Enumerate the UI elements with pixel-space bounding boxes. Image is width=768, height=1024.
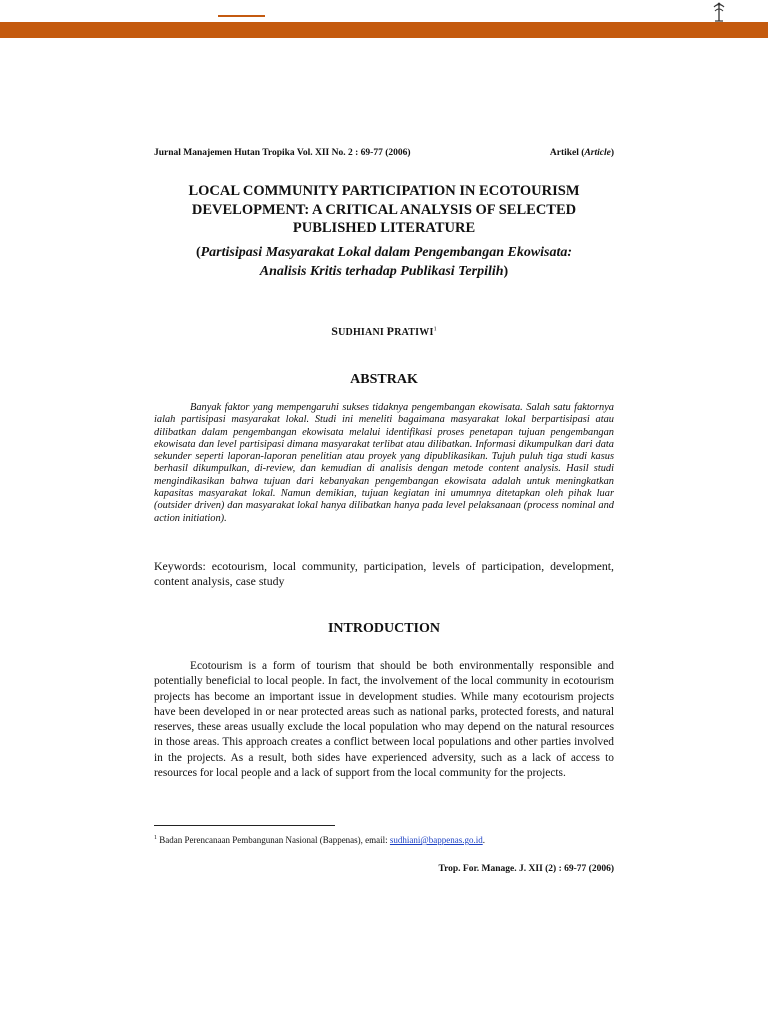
article-label-end: ) bbox=[610, 148, 614, 158]
subtitle-close-paren: ) bbox=[503, 263, 509, 279]
keywords: Keywords: ecotourism, local community, participation, levels of participation, development, content analysis, case study bbox=[154, 559, 614, 588]
author-initial: S bbox=[331, 324, 339, 338]
title-line: PUBLISHED LITERATURE bbox=[292, 220, 476, 236]
author-name bbox=[154, 324, 614, 339]
author-initial: P bbox=[386, 324, 395, 338]
author-first-rest: UDHIANI bbox=[338, 327, 384, 338]
header-band bbox=[0, 22, 768, 38]
footnote bbox=[154, 835, 614, 845]
author-last-rest: RATIWI bbox=[394, 327, 434, 338]
email-link[interactable]: sudhiani@bappenas.go.id bbox=[389, 835, 483, 845]
article-label-italic: Article bbox=[584, 148, 611, 158]
article-label: Artikel ( bbox=[549, 148, 585, 158]
title-line: DEVELOPMENT: A CRITICAL ANALYSIS OF SELECTED bbox=[191, 201, 577, 218]
tree-logo-icon bbox=[708, 1, 730, 23]
toolbar-underline bbox=[218, 15, 265, 17]
journal-citation: Jurnal Manajemen Hutan Tropika Vol. XII No. 2 : 69-77 (2006) bbox=[154, 148, 411, 158]
running-footer: Trop. For. Manage. J. XII (2) : 69-77 (2006) bbox=[438, 864, 614, 874]
subtitle-text: Analisis Kritis terhadap Publikasi Terpilih bbox=[259, 263, 504, 279]
footnote-text: Badan Perencanaan Pembangunan Nasional (Bappenas), email: bbox=[157, 835, 390, 845]
footnote-end: . bbox=[482, 835, 485, 845]
paper-title bbox=[154, 182, 614, 238]
abstract-text: Banyak faktor yang mempengaruhi sukses tidaknya pengembangan ekowisata. Salah satu faktornya ialah partisipasi masyarakat lokal. Studi ini meneliti bagaimana masyarakat lokal berpartisipasi atau dilibatkan dalam pengembangan ekowisata melalui identifikasi proses penetapan tujuan pengembangan ekowisata dan level partisipasi dimana masyarakat terlibat atau dilibatkan. Informasi dikumpulkan dari data sekunder seperti laporan-laporan penelitian atau proyek yang dipublikasikan. Tujuh puluh tiga studi kasus berhasil dikumpulkan, di-review, dan kemudian di analisis dengan metode content analysis. Hasil studi mengindikasikan bahwa tujuan dari kebanyakan pengembangan ekowisata adalah untuk meningkatkan kapasitas masyarakat lokal. Namun demikian, tujuan kegiatan ini umumnya ditetapkan oleh pihak luar (outsider driven) dan masyarakat lokal hanya dilibatkan hanya pada level pelaksanaan (process nominal and action initiation). bbox=[154, 402, 614, 524]
subtitle-open-paren: ( bbox=[195, 245, 201, 260]
author-footnote-mark: 1 bbox=[433, 326, 437, 333]
footnote-divider bbox=[154, 825, 335, 826]
paper-subtitle bbox=[154, 244, 614, 281]
abstract-heading: ABSTRAK bbox=[350, 372, 418, 387]
footnote-mark: 1 bbox=[154, 835, 157, 841]
article-type bbox=[550, 148, 614, 158]
subtitle-text: Partisipasi Masyarakat Lokal dalam Pengembangan Ekowisata: bbox=[200, 245, 573, 260]
subtitle-line bbox=[154, 263, 614, 282]
introduction-heading: INTRODUCTION bbox=[327, 621, 440, 636]
subtitle-line bbox=[154, 244, 614, 263]
title-line: LOCAL COMMUNITY PARTICIPATION IN ECOTOURISM bbox=[188, 183, 580, 199]
introduction-text: Ecotourism is a form of tourism that should be both environmentally responsible and potentially beneficial to local people. In fact, the involvement of the local community in ecotourism projects has become an important issue in development studies. While many ecotourism projects have been developed in or near protected areas such as national parks, protected forests, and natural reserves, these areas usually exclude the local population who may depend on the natural resources in those areas. This approach creates a conflict between local populations and other parties involved in the projects. As a result, both sides have experienced adversity, such as a lack of access to resources for local people and a lack of support from the local community for the projects. bbox=[154, 660, 614, 780]
